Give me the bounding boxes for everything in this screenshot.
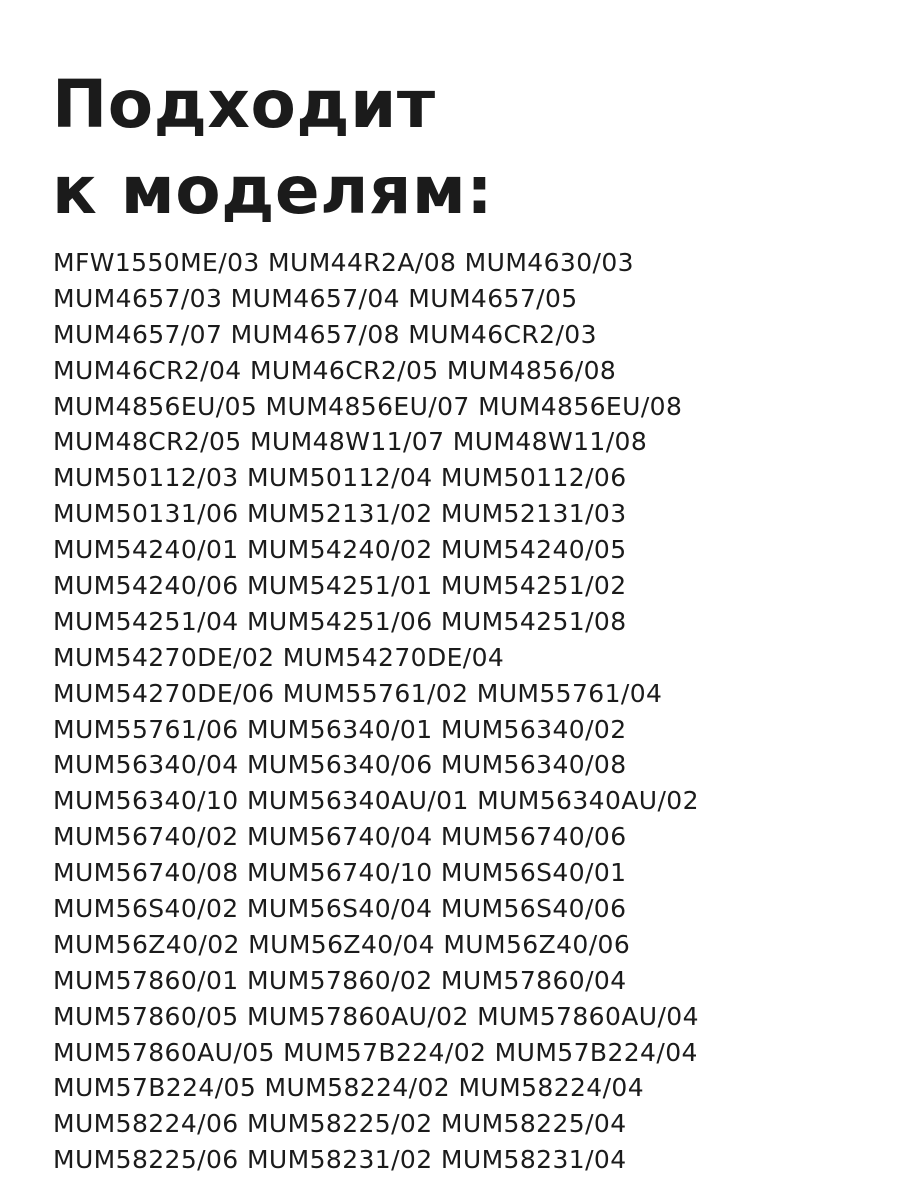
- model-line: MUM56Z40/02 MUM56Z40/04 MUM56Z40/06: [53, 929, 631, 959]
- model-line: MUM56S40/02 MUM56S40/04 MUM56S40/06: [53, 894, 627, 924]
- model-line: MUM4657/03 MUM4657/04 MUM4657/05: [53, 283, 578, 313]
- model-line: MUM54251/04 MUM54251/06 MUM54251/08: [53, 606, 627, 636]
- model-line: MUM57860/05 MUM57860AU/02 MUM57860AU/04: [53, 1001, 699, 1031]
- model-line: MUM56740/08 MUM56740/10 MUM56S40/01: [53, 858, 627, 888]
- model-line: MUM54240/06 MUM54251/01 MUM54251/02: [53, 571, 627, 601]
- model-line: MUM57860AU/05 MUM57B224/02 MUM57B224/04: [53, 1037, 698, 1067]
- model-list: [53, 245, 873, 1178]
- model-line: MFW1550ME/03 MUM44R2A/08 MUM4630/03: [53, 248, 634, 277]
- model-line: MUM56340/10 MUM56340AU/01 MUM56340AU/02: [53, 786, 699, 816]
- model-line: MUM57860/01 MUM57860/02 MUM57860/04: [53, 965, 627, 995]
- model-line: MUM55761/06 MUM56340/01 MUM56340/02: [53, 714, 627, 744]
- page-title: [52, 62, 493, 234]
- model-line: MUM56740/02 MUM56740/04 MUM56740/06: [53, 822, 627, 852]
- model-line: MUM4856EU/05 MUM4856EU/07 MUM4856EU/08: [53, 391, 683, 421]
- model-line: MUM48CR2/05 MUM48W11/07 MUM48W11/08: [53, 427, 648, 457]
- title-line-1: Подходит: [52, 66, 436, 143]
- model-line: MUM58224/06 MUM58225/02 MUM58225/04: [53, 1109, 627, 1139]
- model-line: MUM50131/06 MUM52131/02 MUM52131/03: [53, 499, 627, 529]
- model-line: MUM54270DE/02 MUM54270DE/04: [53, 642, 505, 672]
- model-line: MUM57B224/05 MUM58224/02 MUM58224/04: [53, 1073, 645, 1103]
- title-line-2: к моделям:: [52, 152, 494, 229]
- model-line: MUM54270DE/06 MUM55761/02 MUM55761/04: [53, 678, 663, 708]
- model-line: MUM58225/06 MUM58231/02 MUM58231/04: [53, 1145, 627, 1175]
- model-line: MUM46CR2/04 MUM46CR2/05 MUM4856/08: [53, 355, 617, 385]
- model-line: MUM50112/03 MUM50112/04 MUM50112/06: [53, 463, 627, 493]
- model-line: MUM54240/01 MUM54240/02 MUM54240/05: [53, 535, 627, 565]
- model-line: MUM4657/07 MUM4657/08 MUM46CR2/03: [53, 319, 597, 349]
- model-line: MUM56340/04 MUM56340/06 MUM56340/08: [53, 750, 627, 780]
